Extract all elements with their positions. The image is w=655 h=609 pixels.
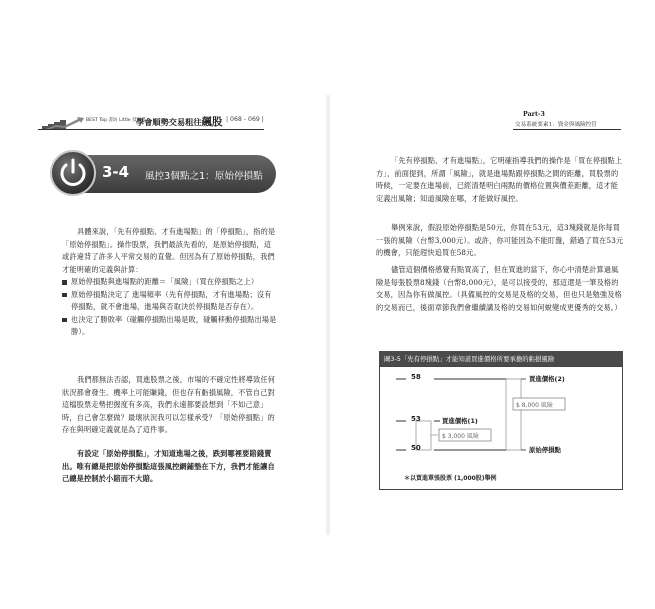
- emphasis-paragraph: 有設定「原始停損點」，才知道進場之後，跌到哪裡要賠錢賣出。唯有總是把原始停損點這張風控網鋪墊在下方，我們才能讓自己總是控制於小賠而不大賠。: [62, 449, 275, 484]
- price-50: 50: [411, 444, 421, 452]
- book-title-big: 飆股: [201, 116, 223, 128]
- label-buy-price-1: 買進價格(1): [442, 417, 478, 425]
- figure-title: 圖3-5「先有停損點」才能知道買進價格所要承擔的虧損風險: [384, 355, 555, 363]
- book-title: [136, 114, 223, 129]
- part-label: Part-3: [523, 111, 545, 118]
- left-paragraph-1: 具體來說，「先有停損點、才有進場點」的「停損點」，指的是「原始停損點」。操作股票，我們最該先看的，是原始停損點，這或許違背了許多人平常交易的直覺。但因為有了原始停損點，我們才能明確的定義與計算：: [62, 227, 276, 274]
- power-icon: [52, 152, 94, 194]
- section-banner-badge: [50, 150, 96, 196]
- price-53: 53: [411, 415, 421, 423]
- right-paragraph-1: 「先有停損點、才有進場點」，它明確指導我們的操作是「買在停損點上方」，前面提到，所謂「風險」，就是進場點跟停損點之間的距離，買股票的時候，一定要在進場前，已經清楚明白兩點的價格位置與價差距離，這才能定義出風險；知道風險在哪，才能做好風控。: [376, 156, 623, 203]
- right-paragraph-3: 儘管這個價格感覺有點買高了，但在買進的當下，你心中清楚計算過風險是每張股票8塊錢（台幣8,000元），是可以接受的，那這還是一筆及格的交易，因為你有做風控。（具備風控的交易是及格的交易，但也只是勉強及格的交易而已，後面章節我們會繼續講及格的交易如何蛻變成更優秀的交易。）: [376, 265, 622, 312]
- list-item: 原始停損點與進場點的距離＝「風險」（買在停損點之上）: [62, 276, 278, 289]
- label-buy-price-2: 買進價格(2): [529, 375, 565, 383]
- right-paragraph-2: 舉例來說，假設原始停損點是50元，你買在53元，這3塊錢就是你每買一張的風險（台幣3,000元）。或許，你可能因為不能盯盤，錯過了買在53元的機會，只能趕快追買在58元。: [376, 223, 624, 258]
- price-58: 58: [411, 373, 421, 381]
- book-title-text: 學會順勢交易粗往: [136, 117, 202, 127]
- list-item: 也決定了勝敗率（碰觸停損點出場是敗，碰觸移動停損點出場是勝）。: [62, 314, 278, 339]
- label-stop-loss: 原始停損點: [529, 446, 561, 454]
- left-paragraph-2: 我們都無法否認，買進股票之後，市場的不確定性將導致任何狀況都會發生。機率上可能賺錢，但也存有虧損風險，不管自己對這檔股票走勢把握度有多高，我們永遠都要設想到「不如己意」時，自己會怎麼做？最壞狀況我可以怎樣承受？「原始停損點」的存在與明確定義就是為了這件事。: [62, 375, 276, 435]
- book-gutter: [325, 95, 331, 535]
- definition-list: [62, 276, 278, 339]
- series-name: BEST Top 書坊 Little 技術書: [86, 118, 146, 123]
- figure-title-bar: [379, 351, 623, 366]
- risk-diagram: [380, 367, 622, 489]
- left-header-rule: [38, 129, 264, 130]
- risk-badge-3000: $ 3,000 風險: [442, 433, 479, 440]
- list-item: 原始停損點決定了 進場頻率（先有停損點，才有進場點；沒有停損點，就不會進場，進場與否取決於停損點是否存在）。: [62, 289, 278, 314]
- section-title: 風控3個點之1：原始停損點: [145, 171, 263, 182]
- section-number: 3-4: [102, 163, 130, 181]
- figure-note: ＊以買進單張股票 (1,000股)舉例: [404, 475, 497, 482]
- page-numbers: | 068 - 069 |: [226, 116, 264, 123]
- part-title: 交易系統要素1：資金與風險控管: [515, 122, 597, 128]
- right-header-rule: [513, 129, 621, 130]
- risk-figure: [379, 366, 623, 490]
- risk-badge-8000: $ 8,000 風險: [516, 402, 553, 409]
